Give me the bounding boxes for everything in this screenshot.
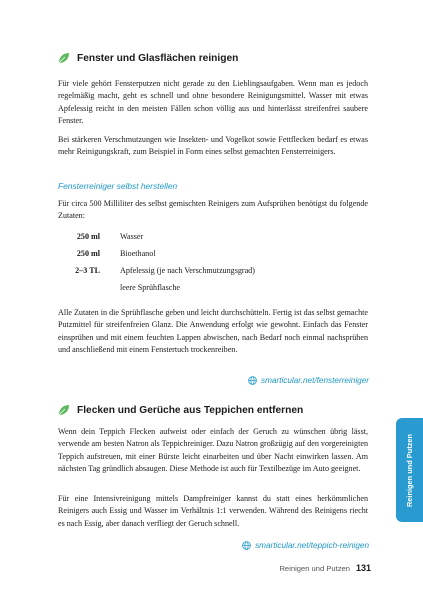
paragraph: Wenn dein Teppich Flecken aufweist oder einfach der Geruch zu wünschen übrig lässt, verwende am besten Natron als Teppichreiniger. Dazu Natron großzügig auf den vorgereinigten Teppich aufstreuen, mit einer Bürste leicht einarbeiten und über Nacht einwirken lassen. Am nächsten Tag gründlich absaugen. Diese Methode ist auch für Textilbezüge im Auto geeignet. [58, 427, 368, 474]
section-heading-text: Fenster und Glasflächen reinigen [77, 52, 239, 64]
ingredient-quantity: 250 ml [76, 232, 100, 241]
ingredient-name: Apfelessig (je nach Verschmutzungsgrad) [120, 266, 255, 275]
ingredient-quantity: 2–3 TL [75, 266, 100, 275]
page-footer [279, 563, 371, 573]
link-fensterreiniger[interactable] [248, 376, 369, 385]
ingredient-row [58, 249, 368, 263]
globe-icon [242, 541, 251, 550]
subheading: Fensterreiniger selbst herstellen [58, 181, 178, 191]
paragraph: Alle Zutaten in die Sprühflasche geben und leicht durchschütteln. Fertig ist das selbst gemachte Putzmittel für streifenfreien Glanz. Die Anwendung erfolgt wie gewohnt. Einfach das Fenster einsprühen und mit einem feuchten Lappen abwischen, nach Bedarf noch einmal nachsprühen und anschließend mit einem Fenstertuch trockenreiben. [58, 308, 368, 355]
section-heading-text: Flecken und Gerüche aus Teppichen entfernen [77, 404, 304, 416]
chapter-side-tab-label: Reinigen und Putzen [405, 433, 414, 507]
ingredient-row [58, 232, 368, 246]
link-teppich-reinigen[interactable] [242, 541, 369, 550]
paragraph: Für circa 500 Milliliter des selbst gemischten Reinigers zum Aufsprühen benötigst du folgende Zutaten: [58, 199, 368, 221]
ingredient-quantity: 250 ml [76, 249, 100, 258]
paragraph: Für eine Intensivreinigung mittels Dampfreiniger kannst du statt eines herkömmlichen Reinigers auch Essig und Wasser im Verhältnis 1:1 verwenden. Während des Reinigens riecht es nach Essig, aber danach verfliegt der Geruch schnell. [58, 494, 368, 528]
leaf-icon [58, 404, 70, 416]
paragraph: Bei stärkeren Verschmutzungen wie Insekten- und Vogelkot sowie Fettflecken bedarf es etwas mehr Reinigungskraft, zum Beispiel in Form eines selbst gemachten Fensterreinigers. [58, 135, 368, 157]
ingredient-name: leere Sprühflasche [120, 283, 180, 292]
link-text[interactable]: smarticular.net/teppich-reinigen [255, 541, 369, 550]
ingredient-name: Bioethanol [120, 249, 156, 258]
leaf-icon [58, 52, 70, 64]
ingredient-row [58, 266, 368, 280]
ingredient-name: Wasser [120, 232, 144, 241]
link-text[interactable]: smarticular.net/fensterreiniger [261, 376, 369, 385]
footer-chapter-label: Reinigen und Putzen [279, 564, 350, 573]
page-number: 131 [355, 563, 371, 573]
globe-icon [248, 376, 257, 385]
paragraph: Für viele gehört Fensterputzen nicht gerade zu den Lieblingsaufgaben. Wenn man es jedoch regelmäßig macht, geht es schnell und ohne besondere Reinigungsmittel. Wasser mit etwas Apfelessig reicht in den meisten Fällen schon völlig aus und hinterlässt streifenfrei saubere Fenster. [58, 79, 368, 126]
section-heading-carpets [58, 404, 303, 416]
section-heading-windows [58, 52, 238, 64]
ingredient-row [58, 283, 368, 297]
chapter-side-tab[interactable] [396, 418, 423, 522]
